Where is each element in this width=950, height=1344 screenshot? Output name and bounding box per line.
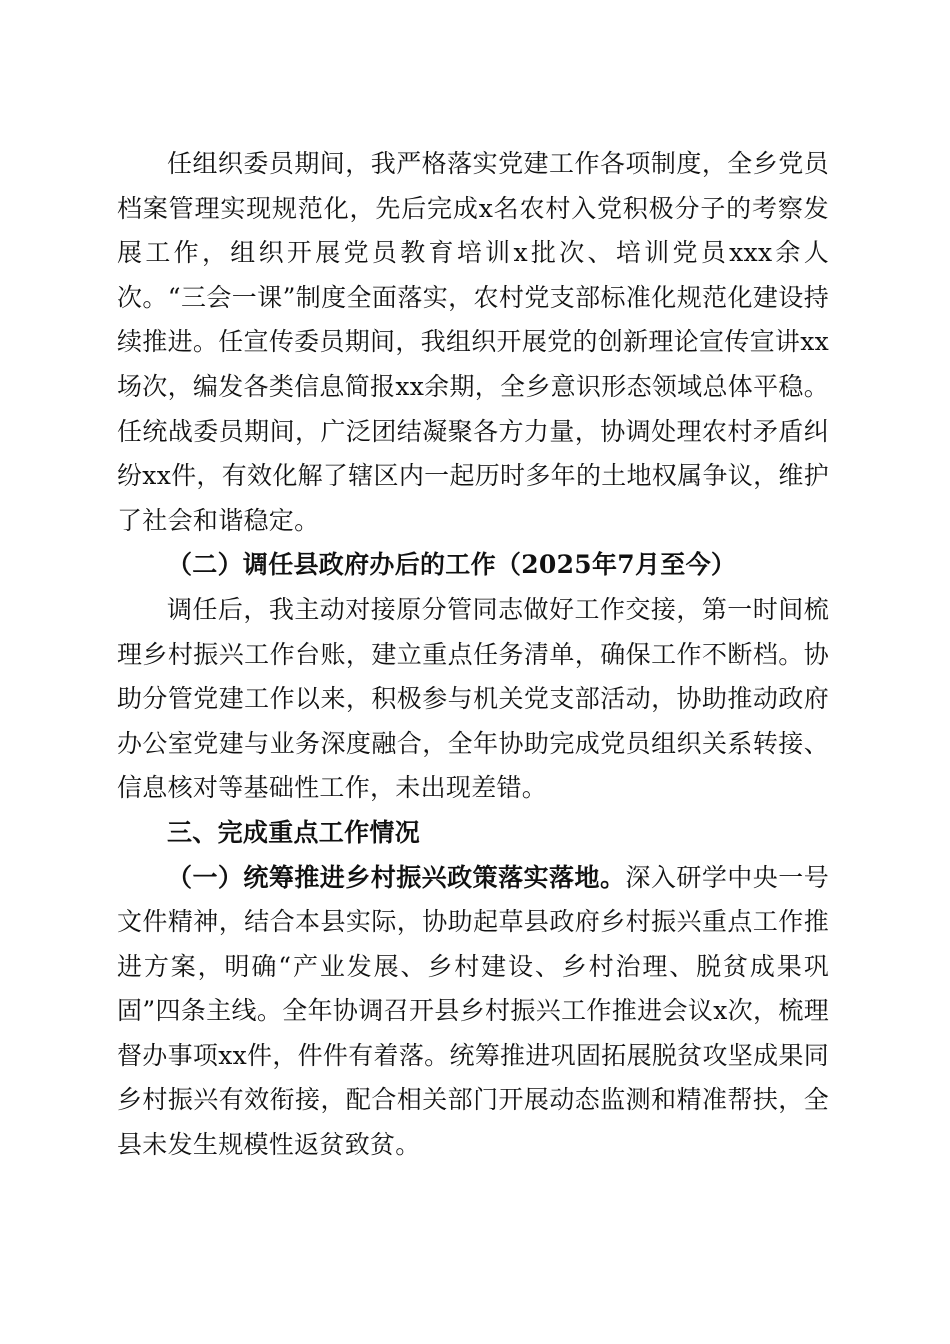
section-heading-key-work: 三、完成重点工作情况: [167, 817, 421, 847]
document-body: [117, 142, 829, 1168]
paragraph-body-rural-revitalization: 深入研学中央一号文件精神，结合本县实际，协助起草县政府乡村振兴重点工作推进方案，明确“产业发展、乡村建设、乡村治理、脱贫成果巩固”四条主线。全年协调召开县乡村振兴工作推进会议x次，梳理督办事项xx件，件件有着落。统筹推进巩固拓展脱贫攻坚成果同乡村振兴有效衔接，配合相关部门开展动态监测和精准帮扶，全县未发生规模性返贫致贫。: [117, 862, 829, 1160]
paragraph-lead-rural-revitalization: （一）统筹推进乡村振兴政策落实落地。: [167, 862, 626, 892]
paragraph-after-transfer: 调任后，我主动对接原分管同志做好工作交接，第一时间梳理乡村振兴工作台账，建立重点任务清单，确保工作不断档。协助分管党建工作以来，积极参与机关党支部活动，协助推动政府办公室党建与业务深度融合，全年协助完成党员组织关系转接、信息核对等基础性工作，未出现差错。: [117, 594, 829, 803]
paragraph-party-building-duties: 任组织委员期间，我严格落实党建工作各项制度，全乡党员档案管理实现规范化，先后完成x名农村入党积极分子的考察发展工作，组织开展党员教育培训x批次、培训党员xxx余人次。“三会一课”制度全面落实，农村党支部标准化规范化建设持续推进。任宣传委员期间，我组织开展党的创新理论宣传宣讲xx场次，编发各类信息简报xx余期，全乡意识形态领域总体平稳。任统战委员期间，广泛团结凝聚各方力量，协调处理农村矛盾纠纷xx件，有效化解了辖区内一起历时多年的土地权属争议，维护了社会和谐稳定。: [117, 149, 829, 535]
section-heading-county-office-work: （二）调任县政府办后的工作（2025年7月至今）: [167, 550, 737, 580]
paragraph-rural-revitalization: [117, 856, 829, 1168]
